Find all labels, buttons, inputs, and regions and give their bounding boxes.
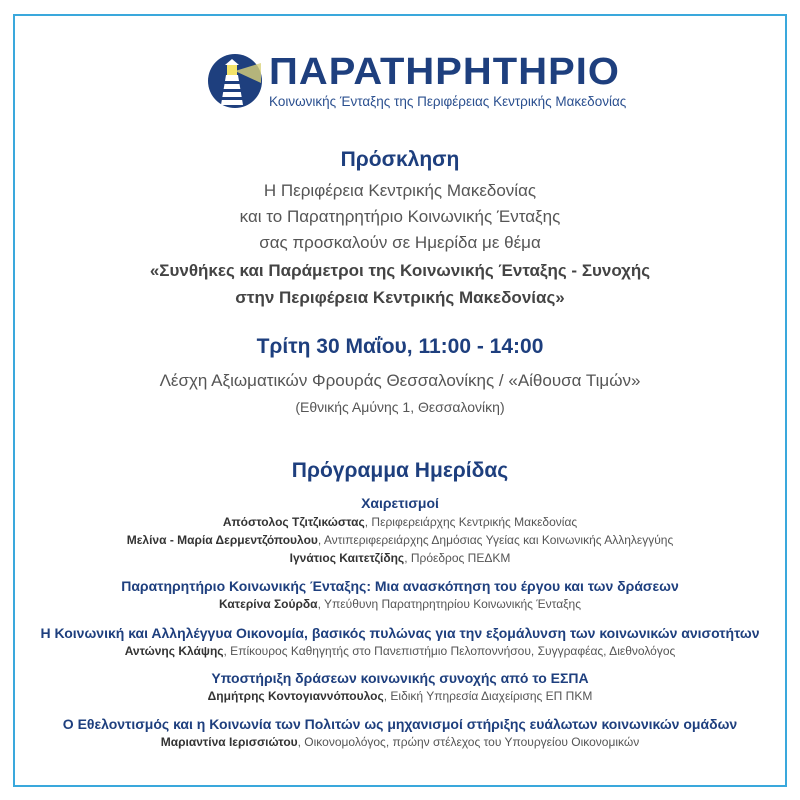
speaker-line [0, 597, 800, 611]
intro-line: Η Περιφέρεια Κεντρικής Μακεδονίας [263, 181, 537, 200]
theme-line: «Συνθήκες και Παράμετροι της Κοινωνικής Ένταξης - Συνοχής [149, 261, 651, 280]
speaker-name: Δημήτρης Κοντογιαννόπουλος [207, 689, 384, 703]
speaker-name: Μελίνα - Μαρία Δερμεντζόπουλου [126, 533, 318, 547]
speaker-name: Μαριαντίνα Ιερισσιώτου [160, 735, 298, 749]
speaker-role: , Περιφερειάρχης Κεντρικής Μακεδονίας [364, 515, 578, 529]
program-section-heading: Χαιρετισμοί [361, 495, 439, 511]
program-section-heading: Η Κοινωνική και Αλληλέγγυα Οικονομία, βασικός πυλώνας για την εξομάλυνση των κοινωνικών ανισοτήτων [40, 625, 760, 641]
speaker-role: , Αντιπεριφερειάρχης Δημόσιας Υγείας και Κοινωνικής Αλληλεγγύης [317, 533, 674, 547]
speaker-role: , Ειδική Υπηρεσία Διαχείρισης ΕΠ ΠΚΜ [383, 689, 593, 703]
speaker-line [0, 644, 800, 658]
logo-title: ΠΑΡΑΤΗΡΗΤΗΡΙΟ [269, 51, 620, 93]
speaker-role: , Επίκουρος Καθηγητής στο Πανεπιστήμιο Πελοποννήσου, Συγγραφέας, Διεθνολόγος [223, 644, 676, 658]
program-section-heading: Υποστήριξη δράσεων κοινωνικής συνοχής από το ΕΣΠΑ [211, 670, 589, 686]
event-date: Τρίτη 30 Μαΐου, 11:00 - 14:00 [256, 335, 544, 358]
intro-line: και το Παρατηρητήριο Κοινωνικής Ένταξης [239, 207, 561, 226]
logo [207, 52, 626, 109]
program-section-heading: Ο Εθελοντισμός και η Κοινωνία των Πολιτών ως μηχανισμοί στήριξης ευάλωτων κοινωνικών ομάδων [62, 716, 738, 732]
speaker-name: Κατερίνα Σούρδα [219, 597, 318, 611]
address: (Εθνικής Αμύνης 1, Θεσσαλονίκη) [295, 399, 505, 415]
speaker-line [0, 689, 800, 703]
speaker-name: Απόστολος Τζιτζικώστας [222, 515, 365, 529]
speaker-line [0, 533, 800, 547]
speaker-line [0, 515, 800, 529]
intro-line: σας προσκαλούν σε Ημερίδα με θέμα [259, 233, 541, 252]
speaker-name: Αντώνης Κλάψης [124, 644, 224, 658]
invitation-title: Πρόσκληση [340, 148, 460, 171]
speaker-role: , Οικονομολόγος, πρώην στέλεχος του Υπουργείου Οικονομικών [297, 735, 640, 749]
lighthouse-icon [207, 53, 263, 109]
theme-line: στην Περιφέρεια Κεντρικής Μακεδονίας» [235, 288, 565, 307]
speaker-line [0, 551, 800, 565]
speaker-role: , Υπεύθυνη Παρατηρητηρίου Κοινωνικής Ένταξης [317, 597, 581, 611]
speaker-line [0, 735, 800, 749]
speaker-role: , Πρόεδρος ΠΕΔΚΜ [404, 551, 511, 565]
speaker-name: Ιγνάτιος Καιτετζίδης [289, 551, 405, 565]
logo-subtitle: Κοινωνικής Ένταξης της Περιφέρειας Κεντρικής Μακεδονίας [269, 94, 627, 109]
program-section-heading: Παρατηρητήριο Κοινωνικής Ένταξης: Μια ανασκόπηση του έργου και των δράσεων [121, 578, 679, 594]
venue: Λέσχη Αξιωματικών Φρουράς Θεσσαλονίκης / «Αίθουσα Τιμών» [159, 371, 641, 390]
program-title: Πρόγραμμα Ημερίδας [291, 459, 509, 482]
